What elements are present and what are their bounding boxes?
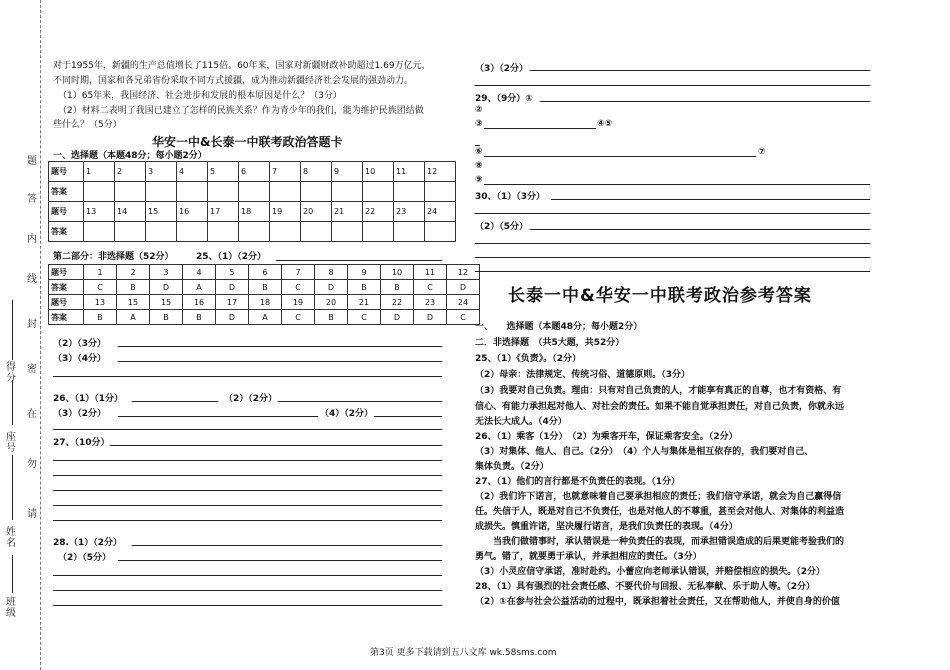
answer-line[interactable] <box>278 401 442 402</box>
table-cell: A <box>117 310 150 325</box>
table-cell: 11 <box>414 265 447 280</box>
answer-cell[interactable] <box>425 222 456 242</box>
table-cell: 8 <box>315 265 348 280</box>
answer-cell[interactable] <box>115 222 146 242</box>
question-30-2-label: （2）（5分） <box>475 222 529 232</box>
answer-line-13: 任。失信于人，既是对自己不负责任，也是对他人的不尊重，甚至会对他人、对集体的利益造 <box>475 507 845 517</box>
answer-cell[interactable] <box>363 182 394 202</box>
reference-answer-title: 长泰一中&华安一中联考政治参考答案 <box>508 286 812 306</box>
table-row <box>49 280 480 295</box>
answer-line[interactable] <box>484 184 870 185</box>
table-cell: 5 <box>216 265 249 280</box>
answer-line[interactable] <box>53 376 442 377</box>
question-29-label: 29、（9分）① <box>475 94 533 104</box>
answer-cell[interactable] <box>394 222 425 242</box>
table-cell: 17 <box>208 202 239 222</box>
answer-cell[interactable] <box>425 182 456 202</box>
margin-zuohao: 座号 <box>6 432 16 454</box>
table-row <box>49 310 480 325</box>
table-cell: 13 <box>84 295 117 310</box>
question-28-3-label: （3）（2分） <box>475 64 529 74</box>
answer-line[interactable] <box>53 475 442 476</box>
answer-cell[interactable] <box>84 222 115 242</box>
answer-cell[interactable] <box>363 222 394 242</box>
table-cell: A <box>249 310 282 325</box>
section-two-heading: 第二部分：非选择题（52分） <box>53 252 174 262</box>
table-cell: 12 <box>447 265 480 280</box>
margin-char-feng: 封 <box>27 319 37 330</box>
table-cell: 18 <box>249 295 282 310</box>
question-24-2a: （2）材料二表明了我国已建立了怎样的民族关系？作为青少年的我们，能为维护民族团结做 <box>58 106 424 116</box>
table-header-cell: 题号 <box>49 202 84 222</box>
table-cell: 23 <box>414 295 447 310</box>
question-28-2-label: （2）（5分） <box>58 553 112 563</box>
table-cell: 13 <box>84 202 115 222</box>
margin-char-ti: 题 <box>27 156 37 167</box>
answer-line-11: 27、（1）他们的言行都是不负责任的表现。（1分） <box>475 477 681 487</box>
mark-9: ⑨ <box>475 175 483 185</box>
table-header-cell: 答案 <box>49 182 84 202</box>
answer-line[interactable] <box>53 490 442 491</box>
answer-line-17: （3）小灵应信守承诺，准时赴约。小蕾应向老师承认错误，并赔偿相应的损失。（2分） <box>475 567 826 577</box>
answer-cell[interactable] <box>332 182 363 202</box>
table-cell: C <box>348 310 381 325</box>
table-cell: 23 <box>394 202 425 222</box>
table-cell: C <box>414 280 447 295</box>
table-cell: 20 <box>315 295 348 310</box>
margin-rule-1 <box>12 300 13 360</box>
table-cell: 7 <box>282 265 315 280</box>
table-cell: 8 <box>301 162 332 182</box>
margin-rule-3 <box>12 455 13 520</box>
table-cell: 21 <box>332 202 363 222</box>
answer-cell[interactable] <box>84 182 115 202</box>
table-row <box>49 162 456 182</box>
question-25-1-label: 25、（1）（2分） <box>196 252 267 262</box>
table-cell: 6 <box>239 162 270 182</box>
table-cell: 1 <box>84 162 115 182</box>
choice-answer-table <box>48 161 456 242</box>
table-cell: C <box>84 280 117 295</box>
answer-line-7: 无法长大成人。（4分） <box>475 417 567 427</box>
answer-line[interactable] <box>276 260 442 261</box>
table-cell: 14 <box>115 202 146 222</box>
answer-line[interactable] <box>484 128 596 129</box>
answer-line-5: （3）我要对自己负责。理由：只有对自己负责的人，才能享有真正的自尊，也才有资格、有 <box>475 386 842 396</box>
table-cell: A <box>183 280 216 295</box>
table-cell: 10 <box>381 265 414 280</box>
table-cell: 21 <box>348 295 381 310</box>
answer-line[interactable] <box>53 575 442 576</box>
answer-line[interactable] <box>475 243 870 244</box>
table-cell: D <box>414 310 447 325</box>
answer-line[interactable] <box>118 346 442 347</box>
answer-cell[interactable] <box>208 222 239 242</box>
page-footer: 第3页 更多下载请到五八文库 wk.58sms.com <box>370 648 557 658</box>
table-cell: 20 <box>301 202 332 222</box>
mark-3: ③ <box>475 119 483 129</box>
section-one-heading: 一、选择题（本题48分；每小题2分） <box>53 151 207 161</box>
table-cell: 10 <box>363 162 394 182</box>
answer-cell[interactable] <box>301 222 332 242</box>
answer-line-14: 成损失。慎重许诺，坚决履行诺言，是我们负责任的表现。（4分） <box>475 522 738 532</box>
table-cell: 24 <box>447 295 480 310</box>
table-cell: 15 <box>117 295 150 310</box>
answer-line-6: 信心、有能力承担起对他人、对社会的责任。如果不能自觉承担责任，对自己负责，你就永远 <box>475 402 845 412</box>
question-26-4-label: （4）（2分） <box>320 409 374 419</box>
table-cell: B <box>315 310 348 325</box>
table-cell: D <box>315 280 348 295</box>
table-row <box>49 265 480 280</box>
table-cell: 11 <box>394 162 425 182</box>
question-25-3-label: （3）（4分） <box>53 354 107 364</box>
margin-char-wu: 勿 <box>27 459 37 470</box>
material-line-2: 不同时期，国家和各兄弟省份采取不同方式援疆，成为推动新疆经济社会发展的强劲动力。 <box>53 76 414 86</box>
margin-char-xian: 线 <box>27 274 37 285</box>
answer-line[interactable] <box>475 145 480 146</box>
margin-rule-2 <box>12 380 13 425</box>
answer-cell[interactable] <box>332 222 363 242</box>
answer-line[interactable] <box>132 401 218 402</box>
table-cell: 22 <box>381 295 414 310</box>
margin-banji: 班级 <box>6 597 16 619</box>
table-cell: 4 <box>183 265 216 280</box>
question-24-1: （1）65年来，我国经济、社会进步和发展的根本原因是什么？（3分） <box>58 91 342 101</box>
answer-line-19: （2）①在参与社会公益活动的过程中，既承担着社会责任，又在帮助他人，并使自身的价值 <box>475 597 840 607</box>
answer-line[interactable] <box>118 361 442 362</box>
answer-line-16: 勇气。错了，就要勇于承认，并承担相应的责任。（3分） <box>475 552 702 562</box>
table-cell: 5 <box>208 162 239 182</box>
table-cell: 3 <box>146 162 177 182</box>
answer-line[interactable] <box>53 505 442 506</box>
answer-cell[interactable] <box>146 222 177 242</box>
answer-line[interactable] <box>530 229 870 230</box>
margin-rule-4 <box>12 555 13 593</box>
table-cell: 1 <box>84 265 117 280</box>
mark-7: ⑦ <box>758 147 766 157</box>
table-cell: 9 <box>332 162 363 182</box>
answer-line-2: 二．非选择题 （共5大题，共52分） <box>475 338 625 348</box>
table-cell: 9 <box>348 265 381 280</box>
answer-cell[interactable] <box>177 182 208 202</box>
answer-line[interactable] <box>475 213 870 214</box>
answer-cell[interactable] <box>239 182 270 202</box>
table-cell: 15 <box>150 295 183 310</box>
margin-char-qing: 请 <box>27 509 37 520</box>
answer-line[interactable] <box>53 590 442 591</box>
answer-line-15: 当我们做错事时，承认错误是一种负责任的表现，而承担错误造成的后果更能考验我们的 <box>475 537 845 547</box>
mark-2: ② <box>475 105 483 115</box>
table-cell: 17 <box>216 295 249 310</box>
answer-line[interactable] <box>110 445 442 446</box>
table-cell: C <box>282 280 315 295</box>
table-cell: 3 <box>150 265 183 280</box>
table-cell: 19 <box>282 295 315 310</box>
answer-line[interactable] <box>53 520 442 521</box>
table-cell: D <box>150 280 183 295</box>
answer-line[interactable] <box>475 257 870 258</box>
table-cell: B <box>117 280 150 295</box>
answer-line[interactable] <box>540 101 870 102</box>
question-26-1-label: 26、（1）（1分） <box>53 394 124 404</box>
table-cell: 2 <box>117 265 150 280</box>
answer-cell[interactable] <box>146 182 177 202</box>
table-row <box>49 182 456 202</box>
reference-answer-table <box>48 264 480 325</box>
answer-line-1: 一、 选择题（本题48分；每小题2分） <box>475 322 643 332</box>
table-cell: B <box>84 310 117 325</box>
question-27-label: 27、（10分） <box>53 438 110 448</box>
table-cell: 4 <box>177 162 208 182</box>
margin-char-zai: 在 <box>27 409 37 420</box>
table-header-cell: 题号 <box>49 265 84 280</box>
answer-line[interactable] <box>118 416 318 417</box>
table-cell: C <box>282 310 315 325</box>
answer-line[interactable] <box>530 70 870 71</box>
table-cell: C <box>447 310 480 325</box>
answer-line[interactable] <box>53 605 442 606</box>
answer-line-9: （3）对集体、他人、自己。（2分） （4）个人与集体是相互依存的，我们要对自己、 <box>475 447 814 457</box>
mark-4-5: ④⑤ <box>597 119 613 129</box>
answer-line[interactable] <box>551 199 870 200</box>
table-cell: 24 <box>425 202 456 222</box>
margin-char-nei: 内 <box>27 234 37 245</box>
table-cell: B <box>183 310 216 325</box>
binding-dashed-line <box>40 0 41 670</box>
table-cell: B <box>348 280 381 295</box>
answer-line[interactable] <box>53 429 442 430</box>
answer-line-3: 25、（1）《负责》。（2分） <box>475 354 582 364</box>
answer-line[interactable] <box>118 560 442 561</box>
table-cell: 7 <box>270 162 301 182</box>
question-30-1-label: 30、（1）（3分） <box>475 192 546 202</box>
table-header-cell: 答案 <box>49 280 84 295</box>
answer-cell[interactable] <box>394 182 425 202</box>
mark-8: ⑧ <box>475 161 483 171</box>
answer-cell[interactable] <box>270 182 301 202</box>
table-cell: 16 <box>183 295 216 310</box>
answer-cell[interactable] <box>301 182 332 202</box>
margin-char-da: 答 <box>27 194 37 205</box>
answer-line[interactable] <box>475 85 870 86</box>
answer-line[interactable] <box>374 416 442 417</box>
table-cell: B <box>381 280 414 295</box>
table-cell: 2 <box>115 162 146 182</box>
question-25-2-label: （2）（3分） <box>53 339 107 349</box>
answer-line-18: 28、（1）具有强烈的社会责任感、不要代价与回报、无私奉献、乐于助人等。（2分） <box>475 582 816 592</box>
table-cell: 12 <box>425 162 456 182</box>
table-cell: 15 <box>146 202 177 222</box>
answer-line[interactable] <box>484 156 756 157</box>
table-cell: B <box>249 280 282 295</box>
table-cell: 18 <box>239 202 270 222</box>
question-26-2-label: （2）（2分） <box>224 394 278 404</box>
table-header-cell: 题号 <box>49 295 84 310</box>
question-26-3-label: （3）（2分） <box>53 409 107 419</box>
table-row <box>49 295 480 310</box>
answer-line-4: （2）母亲：法律规定、传统习俗、道德原则。（3分） <box>475 370 691 380</box>
table-header-cell: 题号 <box>49 162 84 182</box>
table-cell: 22 <box>363 202 394 222</box>
answer-cell[interactable] <box>115 182 146 202</box>
answer-line-10: 集体负责。（2分） <box>475 462 549 472</box>
table-cell: 16 <box>177 202 208 222</box>
question-24-2b: 些什么？（5分） <box>53 120 122 130</box>
answer-cell[interactable] <box>239 222 270 242</box>
table-row <box>49 202 456 222</box>
answer-cell[interactable] <box>270 222 301 242</box>
answer-cell[interactable] <box>177 222 208 242</box>
answer-line[interactable] <box>475 271 870 272</box>
answer-cell[interactable] <box>208 182 239 202</box>
table-header-cell: 答案 <box>49 310 84 325</box>
table-cell: D <box>381 310 414 325</box>
answer-line-8: 26、（1）乘客（1分） （2）为乘客开车，保证乘客安全。（2分） <box>475 432 738 442</box>
margin-defen: 得分 <box>6 362 16 384</box>
table-row <box>49 222 456 242</box>
answer-line[interactable] <box>132 545 442 546</box>
table-cell: D <box>216 310 249 325</box>
answer-sheet-title: 华安一中&长泰一中联考政治答题卡 <box>152 135 343 149</box>
table-cell: 6 <box>249 265 282 280</box>
table-cell: B <box>150 310 183 325</box>
answer-line[interactable] <box>53 460 442 461</box>
table-cell: 19 <box>270 202 301 222</box>
margin-xingming: 姓名 <box>6 527 16 549</box>
material-line-1: 对于1955年，新疆的生产总值增长了115倍。60年来，国家对新疆财政补助超过1.69万亿元， <box>53 61 431 71</box>
margin-char-mi: 密 <box>27 364 37 375</box>
table-cell: D <box>447 280 480 295</box>
table-cell: D <box>216 280 249 295</box>
mark-6: ⑥ <box>475 147 483 157</box>
table-header-cell: 答案 <box>49 222 84 242</box>
question-28-1-label: 28.（1）（2分） <box>53 538 122 548</box>
answer-line-12: （2）我们许下诺言，也就意味着自己要承担相应的责任；我们信守承诺，就会为自己赢得信 <box>475 492 842 502</box>
